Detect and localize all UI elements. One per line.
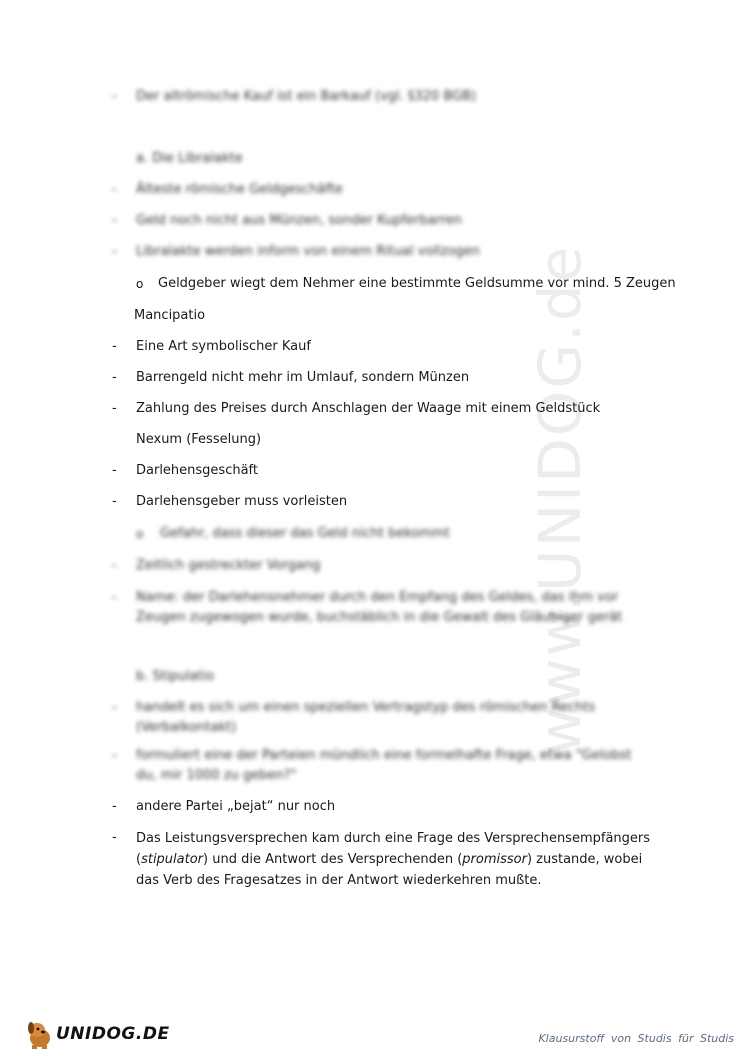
text-line: Zahlung des Preises durch Anschlagen der Waage mit einem Geldstück xyxy=(136,401,601,416)
footer-tagline: Klausurstoff von Studis für Studis xyxy=(538,1032,734,1045)
bullet-dash: - xyxy=(112,244,117,259)
subheading-nexum: Nexum (Fesselung) xyxy=(136,432,262,447)
paragraph-part: Das Leistungsversprechen kam durch eine Frage des Versprechensempfängers ( xyxy=(136,831,651,867)
text-paragraph xyxy=(136,828,656,891)
sub-bullet-circle: o xyxy=(136,527,144,541)
blurred-line: handelt es sich um einen speziellen Vertragstyp des römischen Rechts (Verbalkontakt) xyxy=(136,700,596,735)
bullet-dash: - xyxy=(112,89,117,104)
bullet-dash: - xyxy=(112,799,117,814)
blurred-line: Zeitlich gestreckter Vorgang xyxy=(136,558,321,573)
bullet-dash: - xyxy=(112,463,117,478)
bullet-dash: - xyxy=(112,748,117,763)
text-line: andere Partei „bejat“ nur noch xyxy=(136,799,336,814)
logo-text: UNIDOG.DE xyxy=(56,1024,170,1044)
bullet-dash: - xyxy=(112,182,117,197)
bullet-dash: - xyxy=(112,370,117,385)
bullet-dash: - xyxy=(112,830,117,845)
blurred-line: Gefahr, dass dieser das Geld nicht bekommt xyxy=(160,526,450,541)
text-line: Darlehensgeber muss vorleisten xyxy=(136,494,348,509)
bullet-dash: - xyxy=(112,401,117,416)
text-line: Darlehensgeschäft xyxy=(136,463,259,478)
term-promissor: promissor xyxy=(462,852,527,867)
bullet-dash: - xyxy=(112,339,117,354)
sub-bullet-circle: o xyxy=(136,277,144,291)
unidog-logo[interactable] xyxy=(22,1016,170,1052)
paragraph-part: ) und die Antwort des Versprechenden ( xyxy=(203,852,463,867)
blurred-line: Älteste römische Geldgeschäfte xyxy=(136,182,343,197)
blurred-line: Der altrömische Kauf ist ein Barkauf (vgl. §320 BGB) xyxy=(136,89,477,104)
text-line: Eine Art symbolischer Kauf xyxy=(136,339,311,354)
blurred-line: formuliert eine der Parteien mündlich eine formelhafte Frage, etwa "Gelobst du, mir 1000 zu geben?" xyxy=(136,748,632,783)
subheading-mancipatio: Mancipatio xyxy=(134,308,206,323)
bullet-dash: - xyxy=(112,700,117,715)
section-heading-a: a. Die Libralakte xyxy=(136,151,243,166)
blurred-line: Geld noch nicht aus Münzen, sonder Kupferbarren xyxy=(136,213,462,228)
term-stipulator: stipulator xyxy=(141,852,204,867)
blurred-line: Libralakte werden inform von einem Ritual vollzogen xyxy=(136,244,480,259)
text-line: Barrengeld nicht mehr im Umlauf, sondern Münzen xyxy=(136,370,470,385)
blurred-line: Name: der Darlehensnehmer durch den Empfang des Geldes, das ihm vor Zeugen zugewogen wurde, buchstäblich in die Gewalt des Gläubiger gerät xyxy=(136,590,623,625)
section-heading-b: b. Stipulatio xyxy=(136,669,215,684)
bullet-dash: - xyxy=(112,558,117,573)
bullet-dash: - xyxy=(112,213,117,228)
bullet-dash: - xyxy=(112,590,117,605)
text-line: Geldgeber wiegt dem Nehmer eine bestimmte Geldsumme vor mind. 5 Zeugen xyxy=(158,276,676,291)
watermark: www.UNIDOG.de xyxy=(526,244,594,756)
bullet-dash: - xyxy=(112,494,117,509)
dog-icon xyxy=(22,1016,58,1052)
paragraph-part: ) zustande, wobei das Verb des Fragesatzes in der Antwort wiederkehren mußte. xyxy=(136,852,643,888)
